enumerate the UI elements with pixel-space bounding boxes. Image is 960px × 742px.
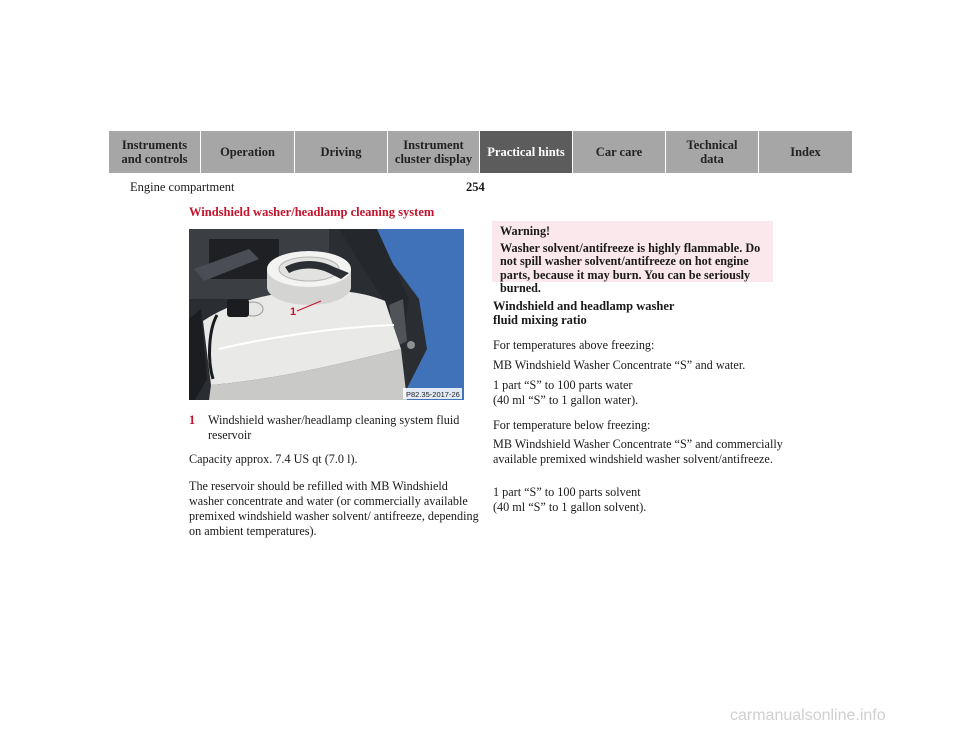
below-freezing-heading: For temperature below freezing: — [493, 418, 651, 432]
tab-operation[interactable]: Operation — [201, 131, 295, 173]
photo-code: P82.35-2017-26 — [406, 390, 460, 399]
engine-compartment-photo — [189, 229, 464, 400]
tab-driving[interactable]: Driving — [295, 131, 388, 173]
section-nav — [109, 131, 852, 173]
tab-technical-data[interactable]: Technical data — [666, 131, 759, 173]
caption-number: 1 — [189, 413, 196, 427]
warning-text: Washer solvent/antifreeze is highly flammable. Do not spill washer solvent/antifreeze on hot engine parts, because it may burn. You can be seriously burned. — [500, 240, 761, 295]
refill-text: The reservoir should be refilled with MB Windshield washer concentrate and water (or commercially available premixed windshield washer solvent/ antifreeze, depending on ambient temperatures). — [189, 479, 479, 538]
warning-title: Warning! — [500, 224, 551, 238]
mixing-ratio-title: Windshield and headlamp washer fluid mixing ratio — [493, 299, 675, 327]
photo-caption — [189, 413, 479, 443]
caption-text: Windshield washer/headlamp cleaning system fluid reservoir — [208, 413, 460, 442]
above-freezing-product: MB Windshield Washer Concentrate “S” and water. — [493, 358, 746, 372]
tab-practical-hints[interactable]: Practical hints — [480, 131, 573, 173]
capacity-text: Capacity approx. 7.4 US qt (7.0 l). — [189, 452, 358, 466]
below-freezing-ratio: 1 part “S” to 100 parts solvent (40 ml “S” to 1 gallon solvent). — [493, 485, 647, 514]
callout-number: 1 — [290, 306, 297, 318]
below-freezing-product: MB Windshield Washer Concentrate “S” and commercially available premixed windshield washer solvent/antifreeze. — [493, 437, 783, 466]
tab-instruments-and-controls[interactable]: Instruments and controls — [109, 131, 201, 173]
warning-box — [492, 221, 773, 295]
above-freezing-heading: For temperatures above freezing: — [493, 338, 655, 352]
tab-car-care[interactable]: Car care — [573, 131, 666, 173]
tab-index[interactable]: Index — [759, 131, 852, 173]
tab-instrument-cluster-display[interactable]: Instrument cluster display — [388, 131, 480, 173]
watermark: carmanualsonline.info — [730, 707, 886, 724]
page-number: 254 — [466, 180, 485, 194]
running-title: Engine compartment — [130, 180, 235, 194]
section-title: Windshield washer/headlamp cleaning system — [189, 205, 435, 219]
above-freezing-ratio: 1 part “S” to 100 parts water (40 ml “S” to 1 gallon water). — [493, 378, 639, 407]
